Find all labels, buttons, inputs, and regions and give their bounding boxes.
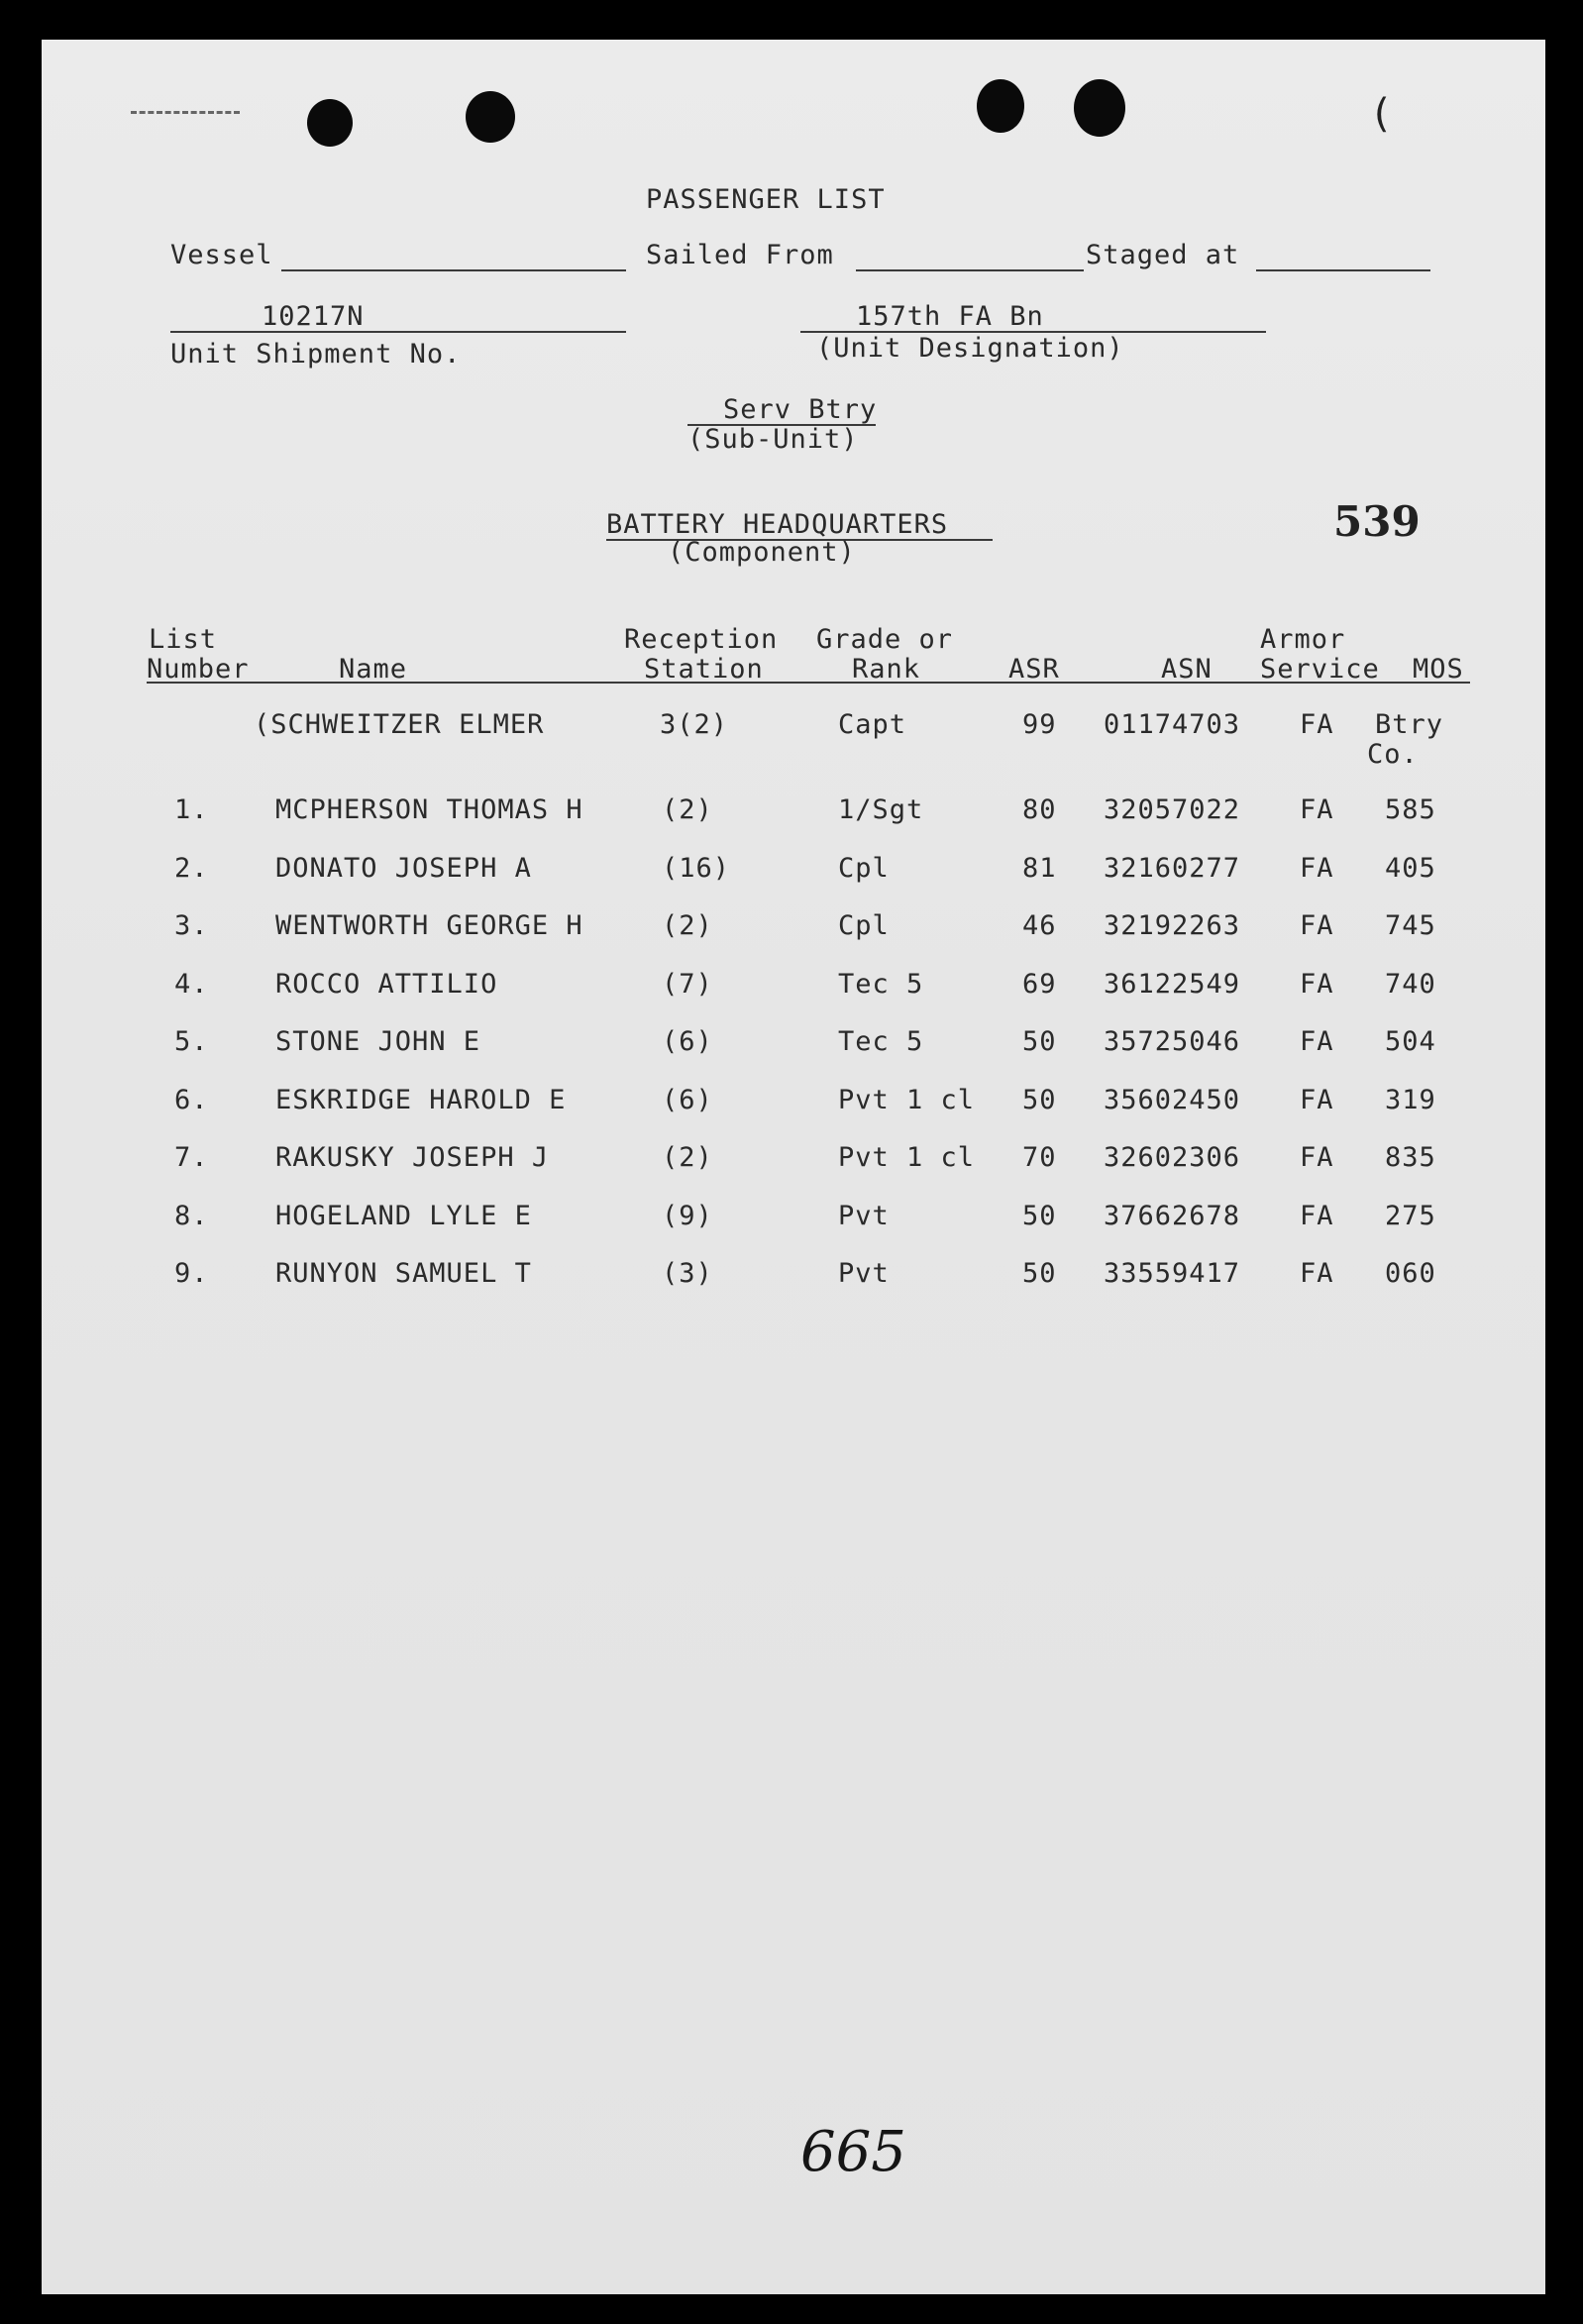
row-station: (16) [662,852,731,884]
row-station: (2) [662,910,713,941]
row-name: RUNYON SAMUEL T [275,1258,532,1289]
header-rank: Rank [852,654,921,685]
row-asr: 50 [1022,1258,1057,1289]
row-rank: Tec 5 [838,968,924,1000]
row-asn: 32160277 [1104,852,1241,884]
header-grade: Grade or [816,624,954,655]
unit-designation: 157th FA Bn [856,301,1044,332]
header-station: Station [644,654,764,685]
officer-asn: 01174703 [1104,709,1241,740]
row-number: 4. [174,968,209,1000]
row-number: 9. [174,1258,209,1289]
row-asn: 35602450 [1104,1084,1241,1115]
row-asn: 32057022 [1104,794,1241,825]
component-label: (Component) [668,537,856,568]
row-service: FA [1300,1084,1334,1115]
unit-designation-label: (Unit Designation) [816,333,1124,364]
row-rank: Cpl [838,852,890,884]
row-asn: 32192263 [1104,910,1241,941]
row-rank: 1/Sgt [838,794,924,825]
row-mos: 835 [1385,1142,1436,1173]
row-asn: 33559417 [1104,1258,1241,1289]
row-station: (6) [662,1084,713,1115]
row-station: (7) [662,968,713,1000]
row-mos: 405 [1385,852,1436,884]
punch-hole [1074,79,1125,137]
row-name: MCPHERSON THOMAS H [275,794,583,825]
page-number: 539 [1333,497,1421,546]
row-station: (2) [662,1142,713,1173]
row-name: DONATO JOSEPH A [275,852,532,884]
sailed-from-label: Sailed From [646,240,834,270]
row-number: 1. [174,794,209,825]
staged-at-blank [1256,269,1430,271]
row-number: 7. [174,1142,209,1173]
sailed-from-blank [856,269,1084,271]
staged-at-label: Staged at [1086,240,1240,270]
document-title: PASSENGER LIST [646,184,886,215]
officer-mos-2: Co. [1367,739,1419,770]
row-asn: 37662678 [1104,1200,1241,1231]
row-service: FA [1300,1142,1334,1173]
row-service: FA [1300,794,1334,825]
component: BATTERY HEADQUARTERS [606,509,949,540]
document-page [42,40,1545,2294]
row-asr: 80 [1022,794,1057,825]
officer-service: FA [1300,709,1334,740]
officer-name: (SCHWEITZER ELMER [254,709,545,740]
row-rank: Tec 5 [838,1026,924,1057]
row-number: 3. [174,910,209,941]
punch-hole [466,91,515,143]
header-list: List [149,624,218,655]
row-asr: 46 [1022,910,1057,941]
footer-number: 665 [800,2120,906,2184]
punch-hole [977,79,1024,133]
row-rank: Cpl [838,910,890,941]
header-asr: ASR [1008,654,1060,685]
header-underline [147,682,1470,684]
row-rank: Pvt [838,1200,890,1231]
row-mos: 585 [1385,794,1436,825]
row-service: FA [1300,1026,1334,1057]
header-service: Service [1260,654,1380,685]
row-station: (9) [662,1200,713,1231]
row-rank: Pvt [838,1258,890,1289]
row-asr: 50 [1022,1026,1057,1057]
vessel-label: Vessel [170,240,273,270]
officer-rank: Capt [838,709,907,740]
row-rank: Pvt 1 cl [838,1084,976,1115]
row-service: FA [1300,910,1334,941]
row-number: 2. [174,852,209,884]
row-mos: 060 [1385,1258,1436,1289]
row-asn: 35725046 [1104,1026,1241,1057]
header-mos: MOS [1413,654,1464,685]
row-service: FA [1300,1200,1334,1231]
stray-mark [131,111,240,114]
unit-shipment-number: 10217N [262,301,365,332]
row-name: RAKUSKY JOSEPH J [275,1142,550,1173]
row-name: ESKRIDGE HAROLD E [275,1084,567,1115]
row-service: FA [1300,968,1334,1000]
header-armor: Armor [1260,624,1346,655]
row-mos: 745 [1385,910,1436,941]
vessel-blank [281,269,626,271]
header-reception: Reception [624,624,779,655]
row-mos: 319 [1385,1084,1436,1115]
row-rank: Pvt 1 cl [838,1142,976,1173]
row-number: 5. [174,1026,209,1057]
row-mos: 740 [1385,968,1436,1000]
row-asn: 32602306 [1104,1142,1241,1173]
sub-unit-label: (Sub-Unit) [687,424,859,455]
row-service: FA [1300,1258,1334,1289]
row-station: (3) [662,1258,713,1289]
row-mos: 504 [1385,1026,1436,1057]
header-asn: ASN [1161,654,1213,685]
row-number: 8. [174,1200,209,1231]
row-service: FA [1300,852,1334,884]
header-name: Name [339,654,408,685]
row-station: (2) [662,794,713,825]
row-asr: 70 [1022,1142,1057,1173]
row-asr: 50 [1022,1084,1057,1115]
row-asr: 81 [1022,852,1057,884]
officer-asr: 99 [1022,709,1057,740]
row-asr: 50 [1022,1200,1057,1231]
row-name: WENTWORTH GEORGE H [275,910,583,941]
row-asn: 36122549 [1104,968,1241,1000]
punch-hole [307,99,353,147]
row-name: ROCCO ATTILIO [275,968,498,1000]
officer-station: 3(2) [660,709,729,740]
punch-mark: ( [1369,91,1394,137]
header-number: Number [147,654,250,685]
row-number: 6. [174,1084,209,1115]
row-station: (6) [662,1026,713,1057]
row-name: STONE JOHN E [275,1026,481,1057]
unit-shipment-line [170,331,626,333]
unit-shipment-label: Unit Shipment No. [170,339,462,370]
row-asr: 69 [1022,968,1057,1000]
officer-mos-1: Btry [1375,709,1444,740]
row-mos: 275 [1385,1200,1436,1231]
sub-unit: Serv Btry [723,394,878,425]
row-name: HOGELAND LYLE E [275,1200,532,1231]
